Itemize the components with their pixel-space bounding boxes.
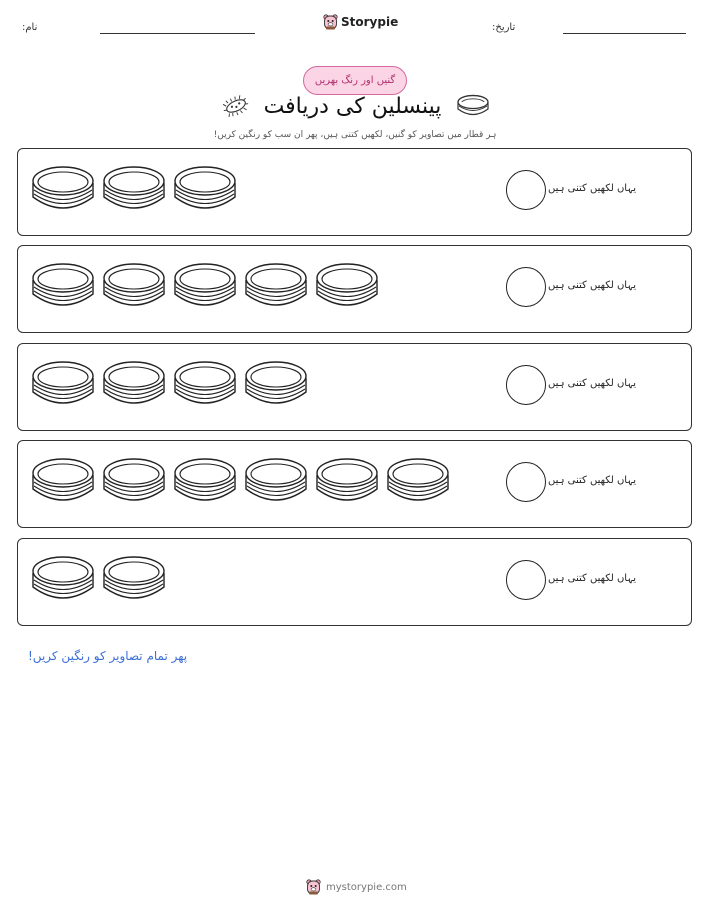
bear-mascot-icon [323,14,338,31]
petri-dish-icon [456,93,490,121]
petri-dish-icon [386,455,450,507]
footer-site-link[interactable]: mystorypie.com [326,882,407,893]
petri-dish-icon [31,163,95,215]
coloring-instruction: پھر تمام تصاویر کو رنگین کریں! [28,649,188,663]
brand-logo [323,13,398,31]
petri-dish-icon [31,358,95,410]
instructions: ہر قطار میں تصاویر کو گنیں، لکھیں کتنی ہیں، پھر ان سب کو رنگین کریں! [213,130,497,140]
counting-row-5 [17,538,692,626]
name-line[interactable] [100,33,255,34]
answer-label: یہاں لکھیں کتنی ہیں [548,280,636,291]
activity-badge: گنیں اور رنگ بھریں [303,66,407,95]
petri-dish-icon [102,260,166,312]
answer-circle[interactable] [506,462,546,502]
petri-dish-icon [315,455,379,507]
answer-circle[interactable] [506,267,546,307]
answer-label: یہاں لکھیں کتنی ہیں [548,183,636,194]
answer-circle[interactable] [506,560,546,600]
petri-dish-icon [173,163,237,215]
date-label: تاریخ: [492,22,516,33]
petri-dish-icon [31,455,95,507]
date-line[interactable] [563,33,686,34]
answer-label: یہاں لکھیں کتنی ہیں [548,378,636,389]
petri-dish-icon [102,358,166,410]
petri-dish-icon [173,260,237,312]
counting-row-4 [17,440,692,528]
page-title: پینسلین کی دریافت [263,94,442,119]
counting-row-2 [17,245,692,333]
bear-mascot-icon [306,879,321,896]
petri-dish-icon [244,260,308,312]
petri-dish-icon [244,358,308,410]
petri-dish-icon [31,260,95,312]
answer-label: یہاں لکھیں کتنی ہیں [548,573,636,584]
answer-label: یہاں لکھیں کتنی ہیں [548,475,636,486]
petri-dish-icon [173,358,237,410]
brand-name: Storypie [341,15,399,29]
answer-circle[interactable] [506,365,546,405]
petri-dish-icon [31,553,95,605]
petri-dish-icon [315,260,379,312]
petri-dish-icon [102,553,166,605]
counting-row-3 [17,343,692,431]
petri-dish-icon [102,163,166,215]
footer [306,879,407,896]
name-label: نام: [22,22,38,33]
petri-dish-icon [102,455,166,507]
petri-dish-icon [244,455,308,507]
petri-dish-icon [173,455,237,507]
counting-row-1 [17,148,692,236]
answer-circle[interactable] [506,170,546,210]
bacteria-icon [222,94,250,118]
